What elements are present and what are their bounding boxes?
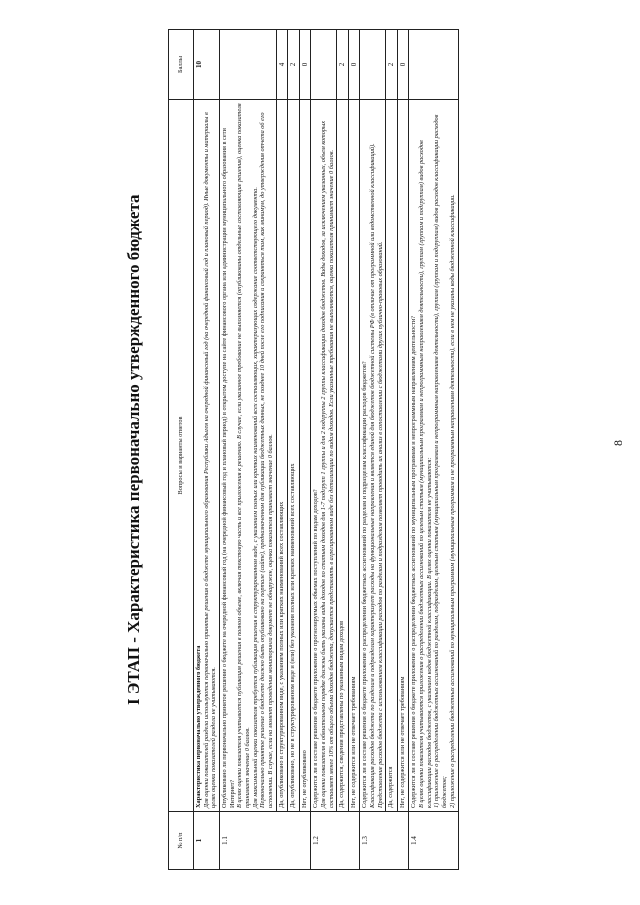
question-note: 1) приложение о распределении бюджетных ассигнований по разделам, подразделам, целевым статьям (муниципальным программам и непрограммным направлениям деятельности), группам (группам и подгруппам) видов расходов классификации расходов бюджетов;	[433, 114, 449, 808]
question-note: В целях оценки показателя учитываются приложения о распределении бюджетных ассигнований по целевым статьям (муниципальным программам и непрограммным направлениям деятельности), группам (группам и подгруппам) видов расходов классификации расходов бюджетов, с указанием кодов бюджетной классификации. В целях оценки показателя не учитываются:	[418, 140, 433, 808]
answer-text: Да, содержится, сведения представлены по указанным видам доходов	[337, 100, 349, 812]
criteria-table-wrapper	[168, 30, 588, 870]
question-text: Содержится ли в составе решения о бюджете приложение о распределении бюджетных ассигнований по муниципальным программам и непрограммным направлениям деятельности?	[410, 316, 418, 808]
question-note: 2) приложение о распределении бюджетных ассигнований по муниципальным программам (муниципальным программам и не программным направлениям деятельности), если в нем не указаны коды бюджетной классификации.	[448, 194, 456, 808]
answer-row	[348, 30, 360, 870]
answer-row	[337, 30, 349, 870]
answer-text: Нет, не опубликовано	[299, 100, 311, 812]
section-cell	[194, 100, 220, 812]
question-text: Содержится ли в составе решения о бюджете приложение о распределении бюджетных ассигнований по разделам и подразделам классификации расходов бюджетов?	[361, 361, 369, 808]
question-row	[220, 30, 277, 870]
question-note: Для оценки показателя в обязательном порядке должны быть указаны виды доходов по статьям доходов для 1-7 подгрупп 1 группы и для 2 подгруппы 2 группы классификации доходов бюджетов. Виды доходов, за исключением указанных, объем которых составляет менее 10% от общего объема доходов бюджета, допускается представлять в агрегированном виде без детализации по видам доходов. Если указанные требования не выполняются, оценка показателя принимает значение 0 баллов.	[319, 120, 335, 808]
answer-row	[386, 30, 398, 870]
section-row	[194, 30, 220, 870]
question-row	[409, 30, 458, 870]
answer-points: 0	[397, 30, 409, 100]
question-points	[311, 30, 337, 100]
answer-row	[299, 30, 311, 870]
criteria-table	[168, 29, 459, 870]
answer-text: Нет, не содержится или не отвечает требованиям	[348, 100, 360, 812]
answer-text: Да, опубликовано в структурированном виде, с указанием полных или кратких наименований всех составляющих	[276, 100, 288, 812]
question-text: Содержится ли в составе решения о бюджете приложение о прогнозируемых объемах поступлений по видам доходов?	[312, 489, 320, 808]
answer-row	[276, 30, 288, 870]
question-points	[360, 30, 386, 100]
answer-points: 0	[348, 30, 360, 100]
answer-text: Нет, не содержится или не отвечает требованиям	[397, 100, 409, 812]
header-num: № п/п	[169, 812, 194, 870]
question-row	[311, 30, 337, 870]
answer-points: 2	[386, 30, 398, 100]
table-header-row	[169, 30, 194, 870]
question-cell	[360, 100, 386, 812]
section-note: Для оценки показателей раздела используются первоначально принятые решения о бюджете муниципального образования Республики Адыгея на очередной финансовый год (на очередной финансовый год и плановый период). Иные документы и материалы в целях оценки показателей раздела не учитываются.	[202, 112, 218, 808]
question-text: Опубликовано ли первоначально принятое решение о бюджете на очередной финансовый год (на очередной финансовый год и плановый период) в открытом доступе на сайте финансового органа или администрации муниципального образования в сети Интернет?	[221, 128, 236, 808]
answer-text: Да, опубликовано, но не в структурированном виде и (или) без указания полных или кратких наименований всех составляющих	[288, 100, 300, 812]
page-title: I ЭТАП - Характеристика первоначально утвержденного бюджета	[124, 194, 143, 706]
item-num: 1.2	[311, 812, 360, 870]
question-cell	[220, 100, 277, 812]
question-points	[220, 30, 277, 100]
header-points: Баллы	[169, 30, 194, 100]
item-num: 1.3	[360, 812, 409, 870]
question-note: Первоначально принятое решение о бюджете должно быть опубликовано на портале (сайте), предназначенном для публикации бюджетных данных, не позднее 10 дней после его подписания и сохраняться там, как минимум, до утверждения отчета об его исполнении. В случае, если на момент проведения мониторинга документ не обнаружен, оценка показателя принимает значение 0 баллов.	[259, 112, 275, 808]
page-number: 8	[611, 440, 625, 446]
question-points	[409, 30, 458, 100]
question-cell	[409, 100, 458, 812]
question-note: Для максимальной оценки показателя требуется публикация решения в структурированном виде, с указанием полных или кратких наименований всех составляющих, характеризующих содержание соответствующего документа.	[251, 187, 259, 808]
question-note: Классификация расходов бюджета по разделам и подразделам характеризует расходы на функциональные направления и является единой для бюджетов бюджетной системы РФ (в отличие от программной или ведомственной классификаций). Представление расходов бюджета с использованием классификации расходов по разделам и подразделам позволяет проводить их анализ в сопоставлении с бюджетами других публично-правовых образований.	[369, 143, 384, 808]
answer-row	[288, 30, 300, 870]
item-num: 1.1	[220, 812, 311, 870]
answer-row	[397, 30, 409, 870]
answer-text: Да, содержится	[386, 100, 398, 812]
header-questions: Вопросы и варианты ответов	[169, 100, 194, 812]
answer-points: 0	[299, 30, 311, 100]
question-cell	[311, 100, 337, 812]
question-row	[360, 30, 386, 870]
item-num: 1.4	[409, 812, 458, 870]
answer-points: 2	[288, 30, 300, 100]
answer-points: 4	[276, 30, 288, 100]
section-num: 1	[194, 812, 220, 870]
question-note: В целях оценки показателя учитывается публикация решения в полном объеме, включая текстовую часть и все приложения к решению. В случае, если указанное требование не выполняется (опубликованы отдельные составляющие решения), оценка показателя принимает значение 0 баллов.	[236, 103, 252, 808]
section-points: 10	[194, 30, 220, 100]
answer-points: 2	[337, 30, 349, 100]
section-title: Характеристика первоначально утвержденного бюджета	[195, 645, 202, 808]
